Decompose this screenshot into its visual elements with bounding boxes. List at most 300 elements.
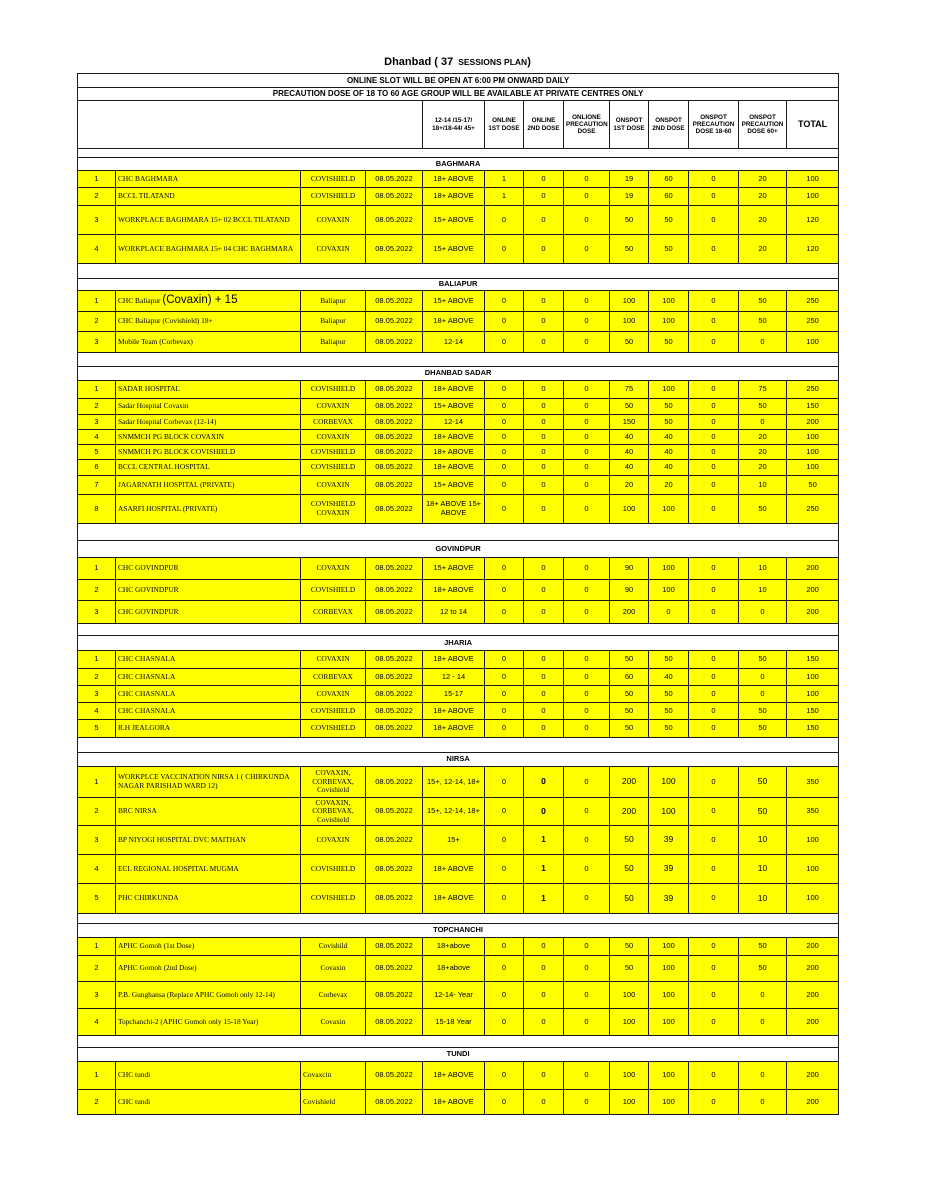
onspot-precaution-18-60-cell: 0 (689, 415, 739, 430)
total-cell: 150 (787, 651, 839, 669)
session-row (78, 855, 839, 884)
online-precaution-dose-cell: 0 (564, 1009, 610, 1036)
session-row (78, 381, 839, 399)
total-cell: 100 (787, 188, 839, 206)
centre-name-cell: Sadar Hospital Covaxin (116, 399, 301, 415)
online-1st-dose-cell: 0 (485, 1090, 524, 1115)
session-row (78, 1090, 839, 1115)
online-precaution-dose-cell: 0 (564, 686, 610, 703)
session-row (78, 476, 839, 495)
total-cell: 150 (787, 399, 839, 415)
section-title: NIRSA (78, 753, 839, 767)
onspot-precaution-60-plus-cell: 20 (739, 171, 787, 188)
online-precaution-dose-cell: 0 (564, 430, 610, 445)
session-date-cell: 08.05.2022 (366, 399, 423, 415)
session-date-cell: 08.05.2022 (366, 460, 423, 476)
section-header-row (78, 367, 839, 381)
onspot-1st-dose-cell: 200 (610, 767, 649, 798)
centre-name-cell: WORKPLACE BAGHMARA 15+ 04 CHC BAGHMARA (116, 235, 301, 264)
onspot-precaution-18-60-cell: 0 (689, 651, 739, 669)
online-precaution-dose-header: ONLIONE PRECAUTION DOSE (564, 101, 610, 149)
serial-number-cell: 5 (78, 884, 116, 914)
session-date-cell: 08.05.2022 (366, 188, 423, 206)
online-precaution-dose-cell: 0 (564, 651, 610, 669)
age-group-cell: 15+ (423, 826, 485, 855)
age-group-cell: 15+ ABOVE (423, 476, 485, 495)
onspot-1st-dose-cell: 50 (610, 651, 649, 669)
onspot-precaution-60-plus-cell: 0 (739, 1062, 787, 1090)
onspot-precaution-18-60-cell: 0 (689, 686, 739, 703)
vaccine-cell: COVAXIN (301, 651, 366, 669)
onspot-precaution-60-plus-cell: 0 (739, 982, 787, 1009)
serial-number-cell: 2 (78, 312, 116, 332)
online-2nd-dose-header: ONLINE 2ND DOSE (524, 101, 564, 149)
onspot-precaution-60-plus-cell: 50 (739, 956, 787, 982)
online-2nd-dose-cell: 0 (524, 558, 564, 580)
total-cell: 350 (787, 798, 839, 826)
onspot-precaution-18-60-cell: 0 (689, 558, 739, 580)
serial-number-cell: 2 (78, 798, 116, 826)
vaccine-cell: COVISHIELD (301, 445, 366, 460)
onspot-2nd-dose-cell: 100 (649, 1090, 689, 1115)
online-1st-dose-cell: 0 (485, 669, 524, 686)
session-row (78, 686, 839, 703)
onspot-precaution-18-60-cell: 0 (689, 235, 739, 264)
spacer-row (78, 1036, 839, 1048)
session-date-cell: 08.05.2022 (366, 445, 423, 460)
title-district: Dhanbad ( 37 (384, 56, 454, 68)
age-group-cell: 18+ ABOVE (423, 1062, 485, 1090)
age-group-cell: 15+ ABOVE (423, 291, 485, 312)
online-2nd-dose-cell: 0 (524, 651, 564, 669)
session-row (78, 956, 839, 982)
total-cell: 200 (787, 415, 839, 430)
vaccine-cell: COVISHIELD (301, 720, 366, 738)
session-row (78, 206, 839, 235)
online-1st-dose-cell: 0 (485, 445, 524, 460)
age-group-cell: 15-18 Year (423, 1009, 485, 1036)
session-date-cell: 08.05.2022 (366, 495, 423, 524)
age-group-cell: 18+ ABOVE (423, 460, 485, 476)
online-1st-dose-cell: 0 (485, 798, 524, 826)
serial-number-cell: 1 (78, 171, 116, 188)
age-group-cell: 18+ ABOVE (423, 445, 485, 460)
onspot-2nd-dose-cell: 20 (649, 476, 689, 495)
onspot-precaution-18-60-cell: 0 (689, 703, 739, 720)
serial-number-cell: 4 (78, 235, 116, 264)
total-cell: 350 (787, 767, 839, 798)
spacer-row (78, 624, 839, 636)
session-row (78, 1062, 839, 1090)
centre-name-cell: CHC CHASNALA (116, 703, 301, 720)
onspot-precaution-18-60-cell: 0 (689, 855, 739, 884)
onspot-2nd-dose-cell: 100 (649, 558, 689, 580)
age-group-cell: 15+ ABOVE (423, 235, 485, 264)
online-2nd-dose-cell: 0 (524, 703, 564, 720)
session-date-cell: 08.05.2022 (366, 982, 423, 1009)
session-date-cell: 08.05.2022 (366, 476, 423, 495)
section-title: BALIAPUR (78, 279, 839, 291)
total-cell: 120 (787, 235, 839, 264)
centre-name-cell: R.H JEALGORA (116, 720, 301, 738)
session-row (78, 445, 839, 460)
onspot-2nd-dose-cell: 40 (649, 445, 689, 460)
onspot-precaution-60-plus-cell: 20 (739, 430, 787, 445)
serial-number-cell: 3 (78, 686, 116, 703)
online-1st-dose-cell: 0 (485, 720, 524, 738)
online-1st-dose-cell: 0 (485, 381, 524, 399)
session-row (78, 430, 839, 445)
onspot-1st-dose-cell: 50 (610, 956, 649, 982)
age-group-cell: 18+ ABOVE (423, 312, 485, 332)
centre-name-cell: CHC GOVINDPUR (116, 580, 301, 601)
online-precaution-dose-cell: 0 (564, 171, 610, 188)
onspot-1st-dose-cell: 40 (610, 430, 649, 445)
online-1st-dose-cell: 0 (485, 291, 524, 312)
onspot-precaution-60-plus-cell: 10 (739, 558, 787, 580)
centre-name-cell: WORKPLCE VACCINATION NIRSA 1 ( CHIRKUNDA NAGAR PARISHAD WARD 12) (116, 767, 301, 798)
total-cell: 100 (787, 855, 839, 884)
centre-name-cell: CHC Baliapur (Covishield) 18+ (116, 312, 301, 332)
online-precaution-dose-cell: 0 (564, 206, 610, 235)
serial-number-cell: 4 (78, 855, 116, 884)
onspot-precaution-18-60-cell: 0 (689, 720, 739, 738)
online-2nd-dose-cell: 0 (524, 171, 564, 188)
age-group-cell: 12-14- Year (423, 982, 485, 1009)
onspot-precaution-18-60-cell: 0 (689, 332, 739, 353)
onspot-2nd-dose-cell: 100 (649, 767, 689, 798)
onspot-precaution-60-plus-cell: 0 (739, 686, 787, 703)
serial-number-cell: 1 (78, 381, 116, 399)
serial-number-cell: 3 (78, 206, 116, 235)
onspot-1st-dose-cell: 50 (610, 720, 649, 738)
vaccine-cell: Covishield (301, 1090, 366, 1115)
onspot-2nd-dose-cell: 40 (649, 460, 689, 476)
onspot-precaution-60-plus-header: ONSPOT PRECAUTION DOSE 60+ (739, 101, 787, 149)
section-title: JHARIA (78, 636, 839, 651)
online-1st-dose-header: ONLINE 1ST DOSE (485, 101, 524, 149)
onspot-2nd-dose-cell: 100 (649, 982, 689, 1009)
vaccine-cell: COVAXIN (301, 206, 366, 235)
onspot-precaution-18-60-cell: 0 (689, 460, 739, 476)
session-row (78, 720, 839, 738)
section-header-row (78, 1048, 839, 1062)
serial-number-cell: 1 (78, 291, 116, 312)
session-date-cell: 08.05.2022 (366, 332, 423, 353)
online-precaution-dose-cell: 0 (564, 460, 610, 476)
centre-name-cell: ECL REGIONAL HOSPITAL MUGMA (116, 855, 301, 884)
vaccine-cell: COVISHIELD (301, 884, 366, 914)
online-2nd-dose-cell: 0 (524, 1090, 564, 1115)
online-1st-dose-cell: 0 (485, 826, 524, 855)
total-cell: 200 (787, 1062, 839, 1090)
online-1st-dose-cell: 0 (485, 495, 524, 524)
table-body (78, 149, 839, 1115)
online-1st-dose-cell: 0 (485, 430, 524, 445)
onspot-precaution-18-60-cell: 0 (689, 381, 739, 399)
serial-number-cell: 2 (78, 188, 116, 206)
total-cell: 200 (787, 982, 839, 1009)
onspot-precaution-60-plus-cell: 50 (739, 399, 787, 415)
header-blank-cell (78, 101, 423, 149)
centre-name-cell: CHC CHASNALA (116, 686, 301, 703)
online-1st-dose-cell: 1 (485, 188, 524, 206)
onspot-2nd-dose-cell: 39 (649, 884, 689, 914)
centre-name-cell: APHC Gomoh (1st Dose) (116, 938, 301, 956)
online-2nd-dose-cell: 0 (524, 235, 564, 264)
session-date-cell: 08.05.2022 (366, 826, 423, 855)
vaccine-cell: COVISHIELD (301, 580, 366, 601)
onspot-precaution-60-plus-cell: 0 (739, 332, 787, 353)
onspot-2nd-dose-header: ONSPOT 2ND DOSE (649, 101, 689, 149)
serial-number-cell: 2 (78, 956, 116, 982)
onspot-2nd-dose-cell: 0 (649, 601, 689, 624)
online-1st-dose-cell: 0 (485, 312, 524, 332)
vaccine-cell: Covaxin (301, 1009, 366, 1036)
onspot-1st-dose-cell: 75 (610, 381, 649, 399)
section-title: GOVINDPUR (78, 541, 839, 558)
online-1st-dose-cell: 0 (485, 651, 524, 669)
session-date-cell: 08.05.2022 (366, 415, 423, 430)
session-date-cell: 08.05.2022 (366, 291, 423, 312)
total-cell: 250 (787, 291, 839, 312)
total-cell: 200 (787, 558, 839, 580)
onspot-1st-dose-cell: 40 (610, 445, 649, 460)
onspot-2nd-dose-cell: 39 (649, 855, 689, 884)
online-2nd-dose-cell: 0 (524, 580, 564, 601)
online-1st-dose-cell: 0 (485, 956, 524, 982)
onspot-precaution-18-60-cell: 0 (689, 884, 739, 914)
onspot-2nd-dose-cell: 50 (649, 703, 689, 720)
age-group-cell: 18+above (423, 938, 485, 956)
vaccine-cell: Baliapur (301, 332, 366, 353)
centre-name-cell: SNMMCH PG BLOCK COVAXIN (116, 430, 301, 445)
onspot-1st-dose-cell: 20 (610, 476, 649, 495)
session-row (78, 580, 839, 601)
onspot-2nd-dose-cell: 100 (649, 580, 689, 601)
vaccine-cell: COVAXIN (301, 399, 366, 415)
serial-number-cell: 4 (78, 430, 116, 445)
onspot-precaution-60-plus-cell: 50 (739, 291, 787, 312)
online-precaution-dose-cell: 0 (564, 188, 610, 206)
session-row (78, 460, 839, 476)
serial-number-cell: 4 (78, 703, 116, 720)
onspot-precaution-18-60-cell: 0 (689, 956, 739, 982)
section-title: DHANBAD SADAR (78, 367, 839, 381)
session-row (78, 235, 839, 264)
online-1st-dose-cell: 0 (485, 476, 524, 495)
age-group-cell: 12-14 (423, 332, 485, 353)
vaccine-cell: CORBEVAX (301, 601, 366, 624)
total-cell: 200 (787, 1009, 839, 1036)
serial-number-cell: 5 (78, 445, 116, 460)
age-group-cell: 15-17 (423, 686, 485, 703)
session-date-cell: 08.05.2022 (366, 171, 423, 188)
total-cell: 100 (787, 445, 839, 460)
total-cell: 50 (787, 476, 839, 495)
online-2nd-dose-cell: 0 (524, 601, 564, 624)
onspot-2nd-dose-cell: 100 (649, 495, 689, 524)
total-cell: 200 (787, 580, 839, 601)
session-row (78, 601, 839, 624)
online-1st-dose-cell: 0 (485, 686, 524, 703)
vaccine-cell: COVISHIELD (301, 188, 366, 206)
session-date-cell: 08.05.2022 (366, 430, 423, 445)
age-group-cell: 18+ ABOVE (423, 188, 485, 206)
onspot-precaution-18-60-cell: 0 (689, 982, 739, 1009)
online-precaution-dose-cell: 0 (564, 312, 610, 332)
online-1st-dose-cell: 0 (485, 884, 524, 914)
vaccine-cell: COVAXIN, CORBEVAX, Covishield (301, 798, 366, 826)
session-row (78, 767, 839, 798)
session-date-cell: 08.05.2022 (366, 558, 423, 580)
online-precaution-dose-cell: 0 (564, 291, 610, 312)
onspot-1st-dose-cell: 100 (610, 312, 649, 332)
centre-name-cell: Sadar Hospital Corbevax (12-14) (116, 415, 301, 430)
online-2nd-dose-cell: 0 (524, 188, 564, 206)
serial-number-cell: 5 (78, 720, 116, 738)
age-group-cell: 18+ ABOVE (423, 855, 485, 884)
notice-row (78, 88, 839, 101)
onspot-1st-dose-cell: 50 (610, 855, 649, 884)
spacer-row (78, 353, 839, 367)
serial-number-cell: 2 (78, 580, 116, 601)
onspot-1st-dose-cell: 50 (610, 399, 649, 415)
onspot-precaution-18-60-cell: 0 (689, 798, 739, 826)
onspot-precaution-18-60-cell: 0 (689, 1062, 739, 1090)
spacer-row (78, 264, 839, 279)
serial-number-cell: 2 (78, 669, 116, 686)
centre-name-cell: P.B. Gunghansa (Replace APHC Gomoh only 12-14) (116, 982, 301, 1009)
onspot-precaution-60-plus-cell: 10 (739, 855, 787, 884)
online-2nd-dose-cell: 0 (524, 767, 564, 798)
session-date-cell: 08.05.2022 (366, 703, 423, 720)
online-1st-dose-cell: 0 (485, 332, 524, 353)
session-row (78, 826, 839, 855)
vaccine-cell: Covaxcin (301, 1062, 366, 1090)
age-group-cell: 18+ ABOVE (423, 884, 485, 914)
age-group-cell: 12-14 (423, 415, 485, 430)
age-group-cell: 18+above (423, 956, 485, 982)
onspot-precaution-60-plus-cell: 50 (739, 720, 787, 738)
onspot-precaution-60-plus-cell: 50 (739, 767, 787, 798)
spacer-cell (78, 264, 839, 279)
vaccine-cell: Baliapur (301, 291, 366, 312)
serial-number-cell: 1 (78, 1062, 116, 1090)
centre-name-cell: CHC GOVINDPUR (116, 601, 301, 624)
session-date-cell: 08.05.2022 (366, 855, 423, 884)
age-group-cell: 18+ ABOVE 15+ ABOVE (423, 495, 485, 524)
spacer-cell (78, 1036, 839, 1048)
online-1st-dose-cell: 0 (485, 460, 524, 476)
centre-name-cell: CHC CHASNALA (116, 651, 301, 669)
title-close-paren: ) (527, 56, 531, 68)
online-precaution-dose-cell: 0 (564, 558, 610, 580)
online-2nd-dose-cell: 0 (524, 460, 564, 476)
total-cell: 150 (787, 703, 839, 720)
onspot-2nd-dose-cell: 40 (649, 669, 689, 686)
total-cell: 200 (787, 938, 839, 956)
online-1st-dose-cell: 0 (485, 1062, 524, 1090)
online-1st-dose-cell: 0 (485, 938, 524, 956)
serial-number-cell: 6 (78, 460, 116, 476)
onspot-2nd-dose-cell: 50 (649, 206, 689, 235)
centre-name-cell: CHC CHASNALA (116, 669, 301, 686)
total-cell: 100 (787, 332, 839, 353)
onspot-precaution-60-plus-cell: 0 (739, 415, 787, 430)
online-2nd-dose-cell: 0 (524, 798, 564, 826)
online-precaution-dose-cell: 0 (564, 982, 610, 1009)
centre-name-cell: CHC tundi (116, 1090, 301, 1115)
online-precaution-dose-cell: 0 (564, 1062, 610, 1090)
onspot-1st-dose-cell: 50 (610, 332, 649, 353)
online-precaution-dose-cell: 0 (564, 826, 610, 855)
online-1st-dose-cell: 1 (485, 171, 524, 188)
vaccine-cell: COVISHIELD COVAXIN (301, 495, 366, 524)
onspot-precaution-18-60-cell: 0 (689, 399, 739, 415)
total-cell: 150 (787, 720, 839, 738)
total-cell: 200 (787, 1090, 839, 1115)
onspot-2nd-dose-cell: 60 (649, 171, 689, 188)
online-2nd-dose-cell: 0 (524, 669, 564, 686)
vaccine-cell: Baliapur (301, 312, 366, 332)
online-precaution-dose-cell: 0 (564, 703, 610, 720)
total-cell: 100 (787, 884, 839, 914)
online-2nd-dose-cell: 0 (524, 982, 564, 1009)
onspot-2nd-dose-cell: 100 (649, 381, 689, 399)
vaccine-cell: Corbevax (301, 982, 366, 1009)
onspot-precaution-18-60-cell: 0 (689, 312, 739, 332)
online-2nd-dose-cell: 1 (524, 826, 564, 855)
spacer-cell (78, 149, 839, 158)
onspot-precaution-60-plus-cell: 10 (739, 826, 787, 855)
session-date-cell: 08.05.2022 (366, 686, 423, 703)
section-header-row (78, 158, 839, 171)
serial-number-cell: 4 (78, 1009, 116, 1036)
serial-number-cell: 2 (78, 399, 116, 415)
onspot-2nd-dose-cell: 50 (649, 332, 689, 353)
onspot-1st-dose-cell: 50 (610, 206, 649, 235)
serial-number-cell: 1 (78, 651, 116, 669)
column-header-row (78, 101, 839, 149)
onspot-precaution-60-plus-cell: 20 (739, 460, 787, 476)
onspot-1st-dose-cell: 90 (610, 580, 649, 601)
session-date-cell: 08.05.2022 (366, 956, 423, 982)
onspot-1st-dose-cell: 40 (610, 460, 649, 476)
total-cell: 100 (787, 460, 839, 476)
online-precaution-dose-cell: 0 (564, 956, 610, 982)
online-precaution-dose-cell: 0 (564, 580, 610, 601)
serial-number-cell: 2 (78, 1090, 116, 1115)
session-row (78, 495, 839, 524)
session-row (78, 312, 839, 332)
session-row (78, 291, 839, 312)
onspot-precaution-60-plus-cell: 20 (739, 206, 787, 235)
serial-number-cell: 3 (78, 332, 116, 353)
onspot-1st-dose-cell: 19 (610, 188, 649, 206)
onspot-2nd-dose-cell: 50 (649, 415, 689, 430)
spacer-cell (78, 353, 839, 367)
spacer-row (78, 524, 839, 541)
vaccine-cell: COVISHIELD (301, 460, 366, 476)
onspot-precaution-18-60-cell: 0 (689, 171, 739, 188)
sessions-plan-table (77, 73, 839, 1115)
total-cell: 250 (787, 312, 839, 332)
online-1st-dose-cell: 0 (485, 601, 524, 624)
age-group-cell: 18+ ABOVE (423, 381, 485, 399)
onspot-1st-dose-cell: 19 (610, 171, 649, 188)
session-row (78, 188, 839, 206)
